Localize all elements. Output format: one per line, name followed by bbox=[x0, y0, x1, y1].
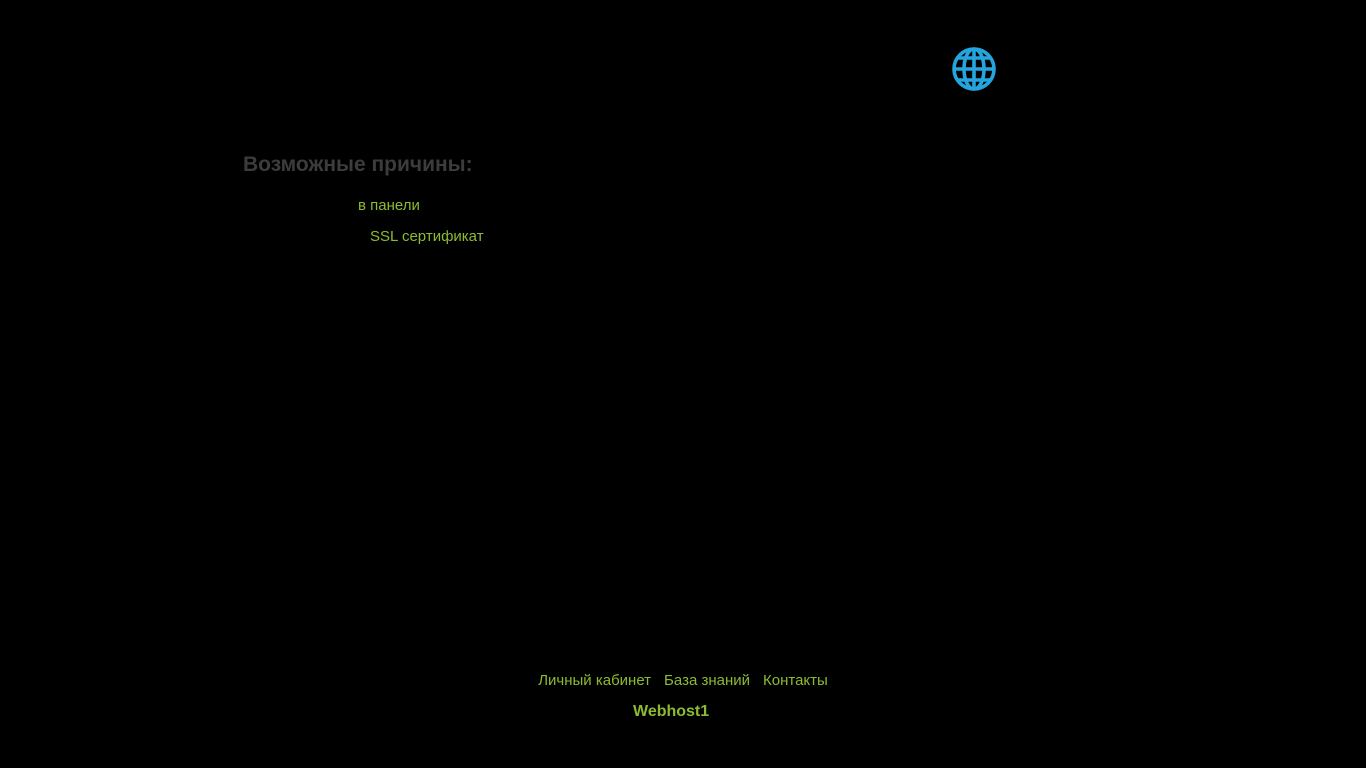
footer-nav bbox=[538, 672, 828, 689]
footer-link-knowledge-base[interactable]: База знаний bbox=[664, 672, 751, 689]
webhost1-brand-link[interactable]: Webhost1 bbox=[633, 703, 710, 720]
possible-causes-title: Возможные причины: bbox=[243, 153, 473, 176]
footer-link-personal-account[interactable]: Личный кабинет bbox=[538, 672, 652, 689]
footer-link-contacts[interactable]: Контакты bbox=[763, 672, 828, 689]
control-panel-link[interactable]: в панели bbox=[358, 197, 420, 214]
globe-icon bbox=[950, 45, 998, 93]
ssl-certificate-link[interactable]: SSL сертификат bbox=[370, 228, 484, 245]
